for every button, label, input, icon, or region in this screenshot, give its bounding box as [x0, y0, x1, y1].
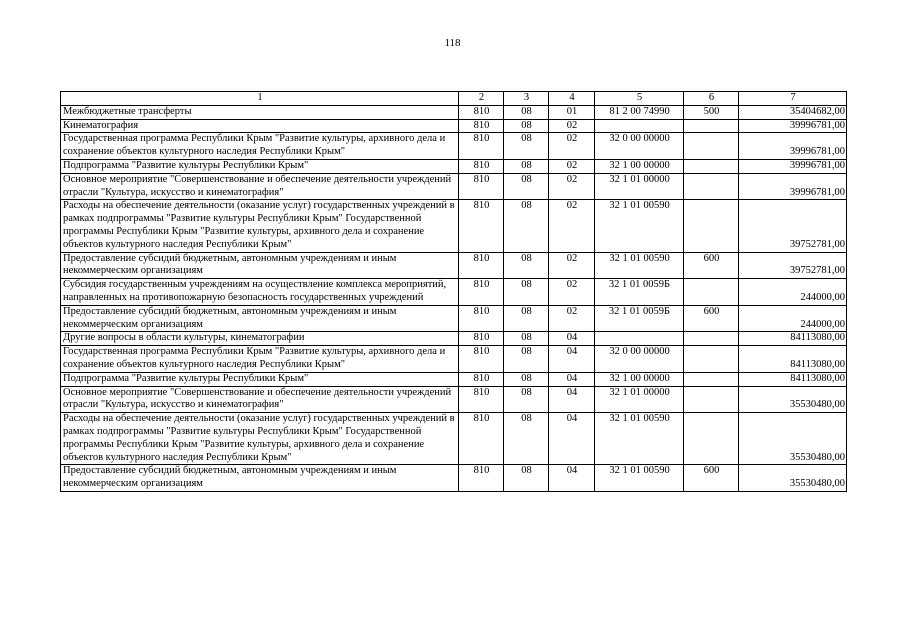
row-subsection-cell: 01	[549, 105, 595, 119]
row-grbs-cell: 810	[459, 279, 504, 306]
row-target-article-cell	[595, 119, 684, 133]
row-name-cell: Межбюджетные трансферты	[61, 105, 459, 119]
table-row	[61, 173, 847, 200]
row-grbs-cell: 810	[459, 105, 504, 119]
row-name-cell: Подпрограмма "Развитие культуры Республики Крым"	[61, 159, 459, 173]
row-subsection-cell: 04	[549, 465, 595, 492]
row-amount-cell: 39996781,00	[739, 173, 847, 200]
row-expense-type-cell: 600	[684, 305, 739, 332]
row-name-cell: Другие вопросы в области культуры, кинематографии	[61, 332, 459, 346]
row-grbs-cell: 810	[459, 386, 504, 413]
row-name-cell: Подпрограмма "Развитие культуры Республики Крым"	[61, 372, 459, 386]
row-grbs-cell: 810	[459, 252, 504, 279]
table-row	[61, 252, 847, 279]
row-section-cell: 08	[504, 133, 549, 160]
row-section-cell: 08	[504, 465, 549, 492]
budget-table	[60, 91, 847, 492]
row-subsection-cell: 02	[549, 173, 595, 200]
row-expense-type-cell: 600	[684, 252, 739, 279]
row-target-article-cell: 81 2 00 74990	[595, 105, 684, 119]
row-section-cell: 08	[504, 200, 549, 252]
column-header: 6	[684, 92, 739, 106]
row-name-cell: Государственная программа Республики Крым "Развитие культуры, архивного дела и сохранение объектов культурного наследия Республики Крым"	[61, 346, 459, 373]
row-name-cell: Субсидия государственным учреждениям на осуществление комплекса мероприятий, направленных на противопожарную безопасность государственных учреждений	[61, 279, 459, 306]
row-section-cell: 08	[504, 332, 549, 346]
row-expense-type-cell	[684, 279, 739, 306]
row-amount-cell: 35530480,00	[739, 465, 847, 492]
row-name-cell: Кинематография	[61, 119, 459, 133]
row-target-article-cell: 32 1 01 00590	[595, 465, 684, 492]
row-section-cell: 08	[504, 346, 549, 373]
row-amount-cell: 84113080,00	[739, 346, 847, 373]
row-amount-cell: 39996781,00	[739, 159, 847, 173]
row-amount-cell: 39996781,00	[739, 133, 847, 160]
row-subsection-cell: 02	[549, 133, 595, 160]
row-expense-type-cell	[684, 159, 739, 173]
table-row	[61, 346, 847, 373]
row-subsection-cell: 04	[549, 386, 595, 413]
row-expense-type-cell	[684, 413, 739, 465]
row-section-cell: 08	[504, 159, 549, 173]
row-grbs-cell: 810	[459, 465, 504, 492]
row-expense-type-cell	[684, 119, 739, 133]
row-amount-cell: 35530480,00	[739, 386, 847, 413]
row-section-cell: 08	[504, 173, 549, 200]
row-name-cell: Основное мероприятие "Совершенствование и обеспечение деятельности учреждений отрасли "Культура, искусство и кинематография"	[61, 386, 459, 413]
row-grbs-cell: 810	[459, 119, 504, 133]
page-number: 118	[444, 37, 461, 49]
row-subsection-cell: 02	[549, 119, 595, 133]
table-row	[61, 413, 847, 465]
table-row	[61, 372, 847, 386]
row-subsection-cell: 04	[549, 413, 595, 465]
table-row	[61, 133, 847, 160]
table-row	[61, 159, 847, 173]
row-subsection-cell: 02	[549, 279, 595, 306]
row-target-article-cell: 32 1 01 00000	[595, 173, 684, 200]
row-name-cell: Государственная программа Республики Крым "Развитие культуры, архивного дела и сохранение объектов культурного наследия Республики Крым"	[61, 133, 459, 160]
row-target-article-cell: 32 1 01 0059Б	[595, 305, 684, 332]
row-amount-cell: 39752781,00	[739, 252, 847, 279]
row-name-cell: Предоставление субсидий бюджетным, автономным учреждениям и иным некоммерческим организациям	[61, 465, 459, 492]
row-target-article-cell: 32 0 00 00000	[595, 133, 684, 160]
row-target-article-cell: 32 1 00 00000	[595, 372, 684, 386]
column-header: 7	[739, 92, 847, 106]
table-row	[61, 332, 847, 346]
row-target-article-cell: 32 1 01 0059Б	[595, 279, 684, 306]
row-section-cell: 08	[504, 252, 549, 279]
row-section-cell: 08	[504, 119, 549, 133]
row-expense-type-cell	[684, 372, 739, 386]
table-row	[61, 386, 847, 413]
table-row	[61, 119, 847, 133]
row-amount-cell: 35530480,00	[739, 413, 847, 465]
row-name-cell: Предоставление субсидий бюджетным, автономным учреждениям и иным некоммерческим организациям	[61, 252, 459, 279]
row-grbs-cell: 810	[459, 200, 504, 252]
table-row	[61, 305, 847, 332]
row-amount-cell: 35404682,00	[739, 105, 847, 119]
table-row	[61, 279, 847, 306]
row-grbs-cell: 810	[459, 133, 504, 160]
row-expense-type-cell	[684, 332, 739, 346]
row-expense-type-cell	[684, 386, 739, 413]
row-subsection-cell: 02	[549, 200, 595, 252]
row-grbs-cell: 810	[459, 413, 504, 465]
row-name-cell: Основное мероприятие "Совершенствование и обеспечение деятельности учреждений отрасли "Культура, искусство и кинематография"	[61, 173, 459, 200]
table-row	[61, 200, 847, 252]
column-header: 4	[549, 92, 595, 106]
row-target-article-cell: 32 1 01 00590	[595, 413, 684, 465]
row-target-article-cell: 32 0 00 00000	[595, 346, 684, 373]
row-target-article-cell: 32 1 01 00000	[595, 386, 684, 413]
row-subsection-cell: 02	[549, 252, 595, 279]
table-header-row	[61, 92, 847, 106]
column-header: 5	[595, 92, 684, 106]
row-expense-type-cell	[684, 133, 739, 160]
column-header: 3	[504, 92, 549, 106]
row-grbs-cell: 810	[459, 159, 504, 173]
row-target-article-cell: 32 1 00 00000	[595, 159, 684, 173]
table-row	[61, 105, 847, 119]
row-subsection-cell: 02	[549, 305, 595, 332]
row-grbs-cell: 810	[459, 305, 504, 332]
row-name-cell: Расходы на обеспечение деятельности (оказание услуг) государственных учреждений в рамках подпрограммы "Развитие культуры Республики Крым" Государственной программы Республики Крым "Развитие культуры, архивного дела и сохранение объектов культурного наследия Республики Крым"	[61, 200, 459, 252]
column-header: 1	[61, 92, 459, 106]
column-header: 2	[459, 92, 504, 106]
row-amount-cell: 244000,00	[739, 279, 847, 306]
row-amount-cell: 84113080,00	[739, 372, 847, 386]
row-subsection-cell: 04	[549, 346, 595, 373]
row-section-cell: 08	[504, 372, 549, 386]
row-target-article-cell: 32 1 01 00590	[595, 200, 684, 252]
row-expense-type-cell	[684, 173, 739, 200]
row-name-cell: Расходы на обеспечение деятельности (оказание услуг) государственных учреждений в рамках подпрограммы "Развитие культуры Республики Крым" Государственной программы Республики Крым "Развитие культуры, архивного дела и сохранение объектов культурного наследия Республики Крым"	[61, 413, 459, 465]
row-target-article-cell	[595, 332, 684, 346]
row-amount-cell: 84113080,00	[739, 332, 847, 346]
row-subsection-cell: 04	[549, 332, 595, 346]
row-expense-type-cell: 600	[684, 465, 739, 492]
row-grbs-cell: 810	[459, 332, 504, 346]
row-section-cell: 08	[504, 413, 549, 465]
row-grbs-cell: 810	[459, 372, 504, 386]
row-subsection-cell: 04	[549, 372, 595, 386]
row-target-article-cell: 32 1 01 00590	[595, 252, 684, 279]
row-grbs-cell: 810	[459, 173, 504, 200]
row-section-cell: 08	[504, 279, 549, 306]
row-subsection-cell: 02	[549, 159, 595, 173]
table-row	[61, 465, 847, 492]
row-expense-type-cell	[684, 346, 739, 373]
row-section-cell: 08	[504, 305, 549, 332]
row-expense-type-cell: 500	[684, 105, 739, 119]
row-expense-type-cell	[684, 200, 739, 252]
row-section-cell: 08	[504, 386, 549, 413]
row-section-cell: 08	[504, 105, 549, 119]
row-amount-cell: 39752781,00	[739, 200, 847, 252]
row-grbs-cell: 810	[459, 346, 504, 373]
row-amount-cell: 244000,00	[739, 305, 847, 332]
row-name-cell: Предоставление субсидий бюджетным, автономным учреждениям и иным некоммерческим организациям	[61, 305, 459, 332]
row-amount-cell: 39996781,00	[739, 119, 847, 133]
